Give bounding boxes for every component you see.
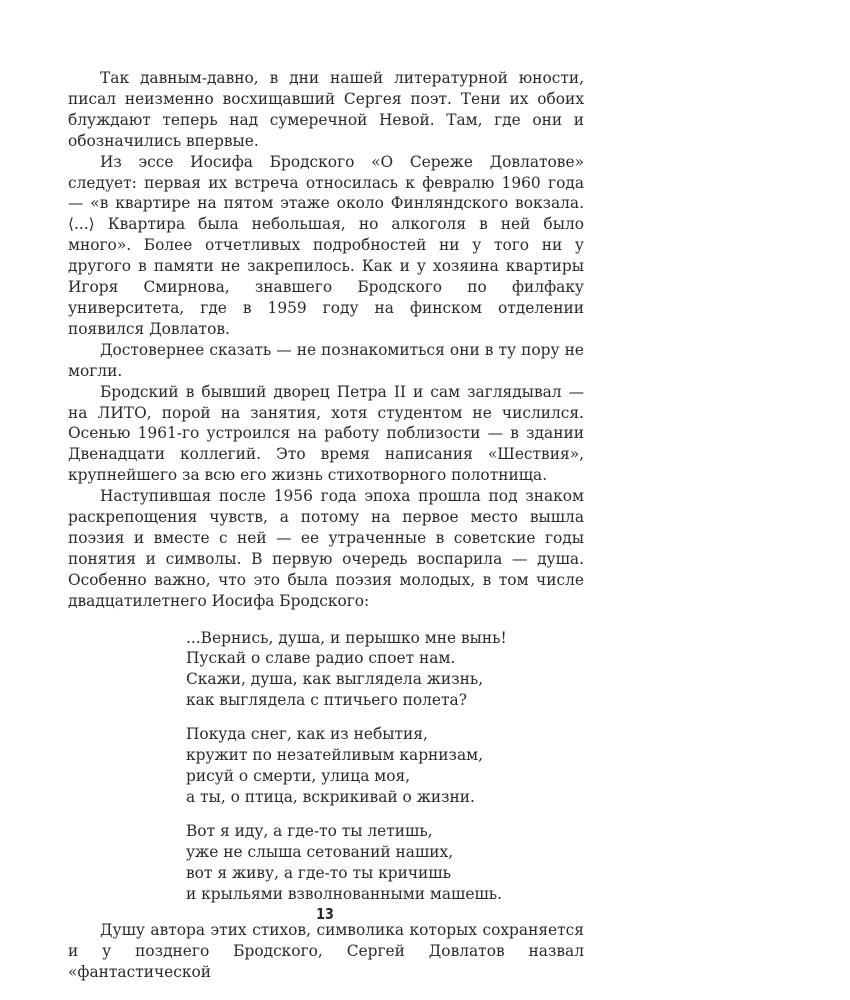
poem-line: и крыльями взволнованными машешь.: [186, 884, 503, 903]
poem-line: кружит по незатейливым карнизам,: [186, 746, 483, 765]
paragraph: Наступившая после 1956 года эпоха прошла под знаком раскрепощения чувств, а потому на первое место вышла поэзия и вместе с ней — ее утраченные в советские годы понятия и символы. В первую очередь воспарила — душа. Особенно важно, что это была поэзия молодых, в том числе двадцатилетнего Иосифа Бродского:: [68, 487, 584, 610]
poem-line: уже не слыша сетований наших,: [186, 842, 454, 861]
page-body: [68, 68, 584, 983]
paragraph: Из эссе Иосифа Бродского «О Сереже Довлатове» следует: первая их встреча относилась к февралю 1960 года — «в квартире на пятом этаже около Финляндского вокзала. ⟨...⟩ Квартира была небольшая, но алкоголя в ней было много». Более отчетливых подробностей ни у того ни у другого в памяти не закрепилось. Как и у хозяина квартиры Игоря Смирнова, знавшего Бродского по филфаку университета, где в 1959 году на финском отделении появился Довлатов.: [68, 152, 584, 338]
poem-line: Покуда снег, как из небытия,: [186, 725, 428, 744]
poem-quote: [186, 628, 584, 905]
poem-line: Пускай о славе радио споет нам.: [186, 649, 456, 668]
poem-stanza: [186, 724, 584, 808]
paragraph: Так давным-давно, в дни нашей литературной юности, писал неизменно восхищавший Сергея поэт. Тени их обоих блуждают теперь над сумеречной Невой. Там, где они и обозначились впервые.: [68, 69, 584, 150]
paragraph: Бродский в бывший дворец Петра II и сам заглядывал — на ЛИТО, порой на занятия, хотя студентом не числился. Осенью 1961-го устроился на работу поблизости — в здании Двенадцати коллегий. Это время написания «Шествия», крупнейшего за всю его жизнь стихотворного полотнища.: [68, 382, 584, 485]
poem-line: вот я живу, а где-то ты кричишь: [186, 863, 451, 882]
paragraph: Достовернее сказать — не познакомиться они в ту пору не могли.: [68, 340, 584, 380]
poem-line: ...Вернись, душа, и перышко мне вынь!: [186, 628, 507, 647]
poem-stanza: [186, 628, 584, 712]
poem-line: Вот я иду, а где-то ты летишь,: [186, 821, 433, 840]
poem-line: рисуй о смерти, улица моя,: [186, 767, 411, 785]
page-number: 13: [316, 905, 334, 923]
poem-line: Скажи, душа, как выглядела жизнь,: [186, 670, 484, 689]
poem-line: как выглядела с птичьего полета?: [186, 691, 467, 710]
poem-line: а ты, о птица, вскрикивай о жизни.: [186, 787, 475, 806]
poem-stanza: [186, 821, 584, 905]
paragraph: Душу автора этих стихов, символика которых сохраняется и у позднего Бродского, Сергей Довлатов назвал «фантастической: [68, 921, 584, 982]
